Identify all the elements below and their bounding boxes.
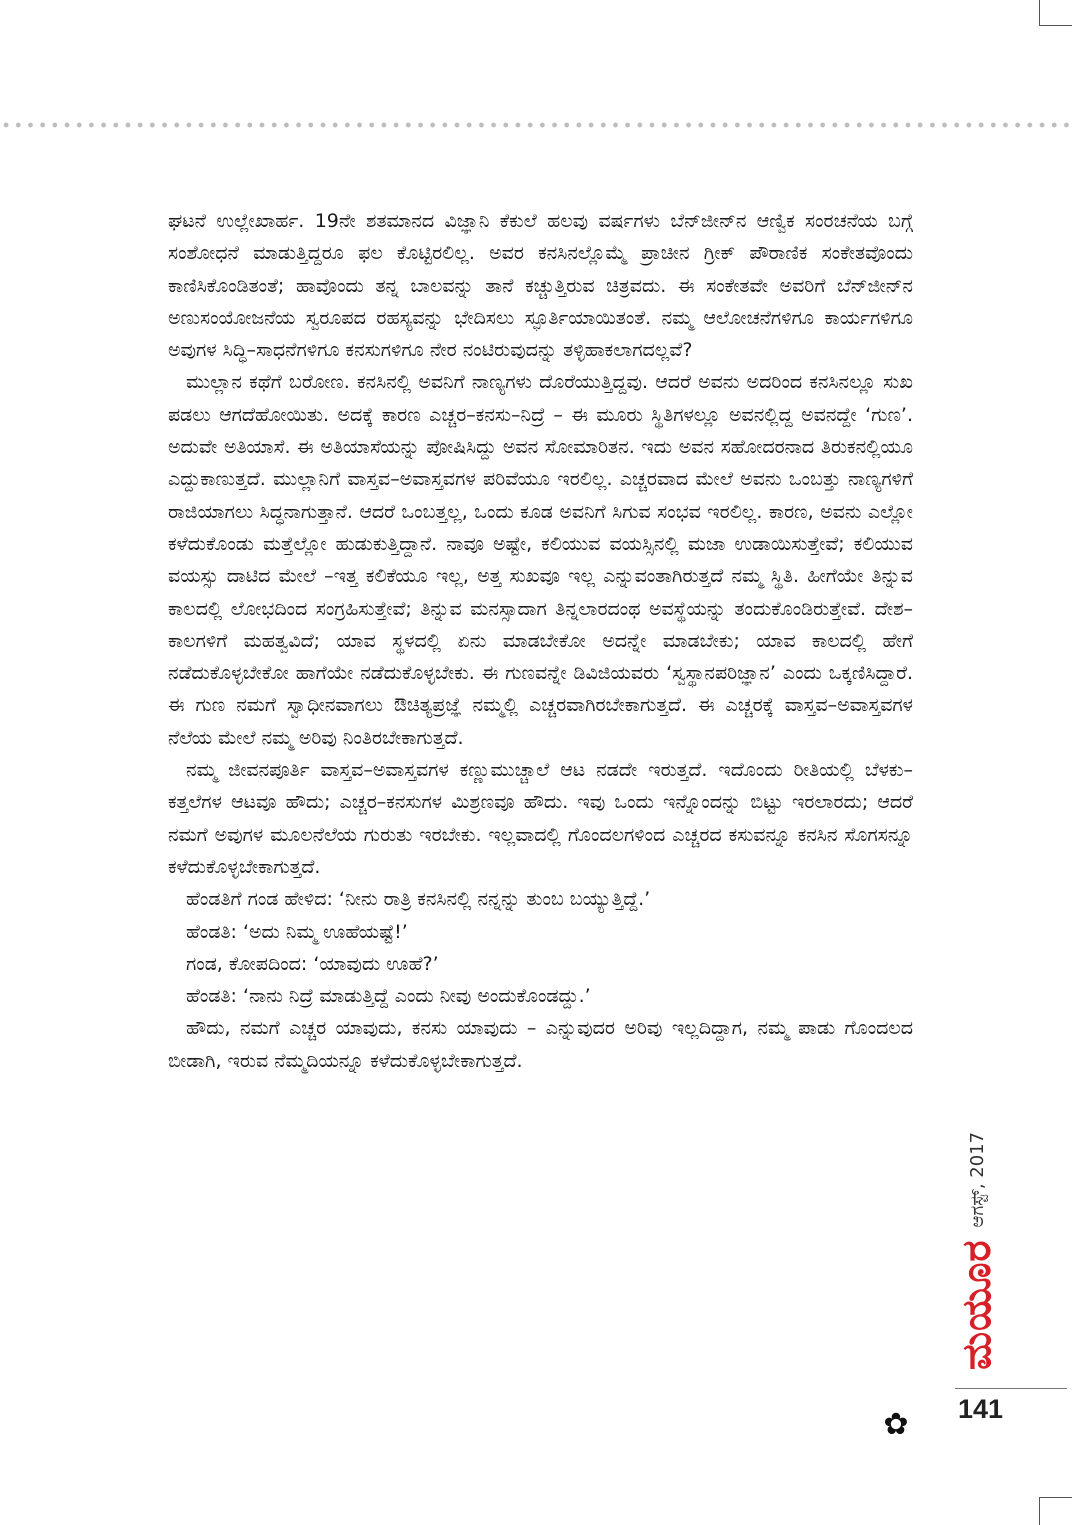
page-number-rule [955, 1388, 1067, 1389]
page-number: 141 [958, 1394, 1004, 1424]
paragraph: ನಮ್ಮ ಜೀವನಪೂರ್ತಿ ವಾಸ್ತವ–ಅವಾಸ್ತವಗಳ ಕಣ್ಣುಮುಚ್ಚಾಲೆ ಆಟ ನಡದೇ ಇರುತ್ತದೆ. ಇದೊಂದು ರೀತಿಯಲ್ಲಿ ಬೆಳಕು–ಕತ್ತಲೆಗಳ ಆಟವೂ ಹೌದು; ಎಚ್ಚರ–ಕನಸುಗಳ ಮಿಶ್ರಣವೂ ಹೌದು. ಇವು ಒಂದು ಇನ್ನೊಂದನ್ನು ಬಿಟ್ಟು ಇರಲಾರದು; ಆದರೆ ನಮಗೆ ಅವುಗಳ ಮೂಲನೆಲೆಯ ಗುರುತು ಇರಬೇಕು. ಇಲ್ಲವಾದಲ್ಲಿ ಗೊಂದಲಗಳಿಂದ ಎಚ್ಚರದ ಕಸುವನ್ನೂ ಕನಸಿನ ಸೊಗಸನ್ನೂ ಕಳೆದುಕೊಳ್ಳಬೇಕಾಗುತ್ತದೆ. [168, 759, 913, 878]
crop-mark-bottom-right [1039, 1497, 1072, 1498]
flower-icon: ✿ [883, 1407, 909, 1442]
issue-date: ಆಗಸ್ಟ್, 2017 [966, 1131, 988, 1228]
paragraph: ಹೌದು, ನಮಗೆ ಎಚ್ಚರ ಯಾವುದು, ಕನಸು ಯಾವುದು – ಎನ್ನುವುದರ ಅರಿವು ಇಲ್ಲದಿದ್ದಾಗ, ನಮ್ಮ ಪಾಡು ಗೊಂದಲದ ಬೀಡಾಗಿ, ಇರುವ ನೆಮ್ಮದಿಯನ್ನೂ ಕಳೆದುಕೊಳ್ಳಬೇಕಾಗುತ್ತದೆ. [168, 1017, 913, 1072]
dotted-divider [0, 121, 1072, 129]
dialogue-line: ಹೆಂಡತಿಗೆ ಗಂಡ ಹೇಳಿದ: ‘ನೀನು ರಾತ್ರಿ ಕನಸಿನಲ್ಲಿ ನನ್ನನ್ನು ತುಂಬ ಬಯ್ಯುತ್ತಿದ್ದೆ.’ [186, 888, 651, 911]
magazine-name: ಮಯೂರ [954, 1239, 1000, 1370]
crop-mark-bottom-right [1039, 1497, 1040, 1525]
paragraph: ಮುಲ್ಲಾನ ಕಥೆಗೆ ಬರೋಣ. ಕನಸಿನಲ್ಲಿ ಅವನಿಗೆ ನಾಣ್ಯಗಳು ದೊರೆಯುತ್ತಿದ್ದವು. ಆದರೆ ಅವನು ಅದರಿಂದ ಕನಸಿನಲ್ಲೂ ಸುಖ ಪಡಲು ಆಗದೆಹೋಯಿತು. ಅದಕ್ಕೆ ಕಾರಣ ಎಚ್ಚರ–ಕನಸು–ನಿದ್ರೆ – ಈ ಮೂರು ಸ್ಥಿತಿಗಳಲ್ಲೂ ಅವನಲ್ಲಿದ್ದ ಅವನದ್ದೇ ‘ಗುಣ’. ಅದುವೇ ಅತಿಯಾಸೆ. ಈ ಅತಿಯಾಸೆಯನ್ನು ಪೋಷಿಸಿದ್ದು ಅವನ ಸೋಮಾರಿತನ. ಇದು ಅವನ ಸಹೋದರನಾದ ತಿರುಕನಲ್ಲಿಯೂ ಎದ್ದುಕಾಣುತ್ತದೆ. ಮುಲ್ಲಾನಿಗೆ ವಾಸ್ತವ–ಅವಾಸ್ತವಗಳ ಪರಿವೆಯೂ ಇರಲಿಲ್ಲ. ಎಚ್ಚರವಾದ ಮೇಲೆ ಅವನು ಒಂಬತ್ತು ನಾಣ್ಯಗಳಿಗೆ ರಾಜಿಯಾಗಲು ಸಿದ್ಧನಾಗುತ್ತಾನೆ. ಆದರೆ ಒಂಬತ್ತಲ್ಲ, ಒಂದು ಕೂಡ ಅವನಿಗೆ ಸಿಗುವ ಸಂಭವ ಇರಲಿಲ್ಲ. ಕಾರಣ, ಅವನು ಎಲ್ಲೋ ಕಳೆದುಕೊಂಡು ಮತ್ತೆಲ್ಲೋ ಹುಡುಕುತ್ತಿದ್ದಾನೆ. ನಾವೂ ಅಷ್ಟೇ, ಕಲಿಯುವ ವಯಸ್ಸಿನಲ್ಲಿ ಮಜಾ ಉಡಾಯಿಸುತ್ತೇವೆ; ಕಲಿಯುವ ವಯಸ್ಸು ದಾಟಿದ ಮೇಲೆ –ಇತ್ತ ಕಲಿಕೆಯೂ ಇಲ್ಲ, ಅತ್ತ ಸುಖವೂ ಇಲ್ಲ ಎನ್ನುವಂತಾಗಿರುತ್ತದೆ ನಮ್ಮ ಸ್ಥಿತಿ. ಹೀಗೆಯೇ ತಿನ್ನುವ ಕಾಲದಲ್ಲಿ ಲೋಭದಿಂದ ಸಂಗ್ರಹಿಸುತ್ತೇವೆ; ತಿನ್ನುವ ಮನಸ್ಸಾದಾಗ ತಿನ್ನಲಾರದಂಥ ಅವಸ್ಥೆಯನ್ನು ತಂದುಕೊಂಡಿರುತ್ತೇವೆ. ದೇಶ–ಕಾಲಗಳಿಗೆ ಮಹತ್ವವಿದೆ; ಯಾವ ಸ್ಥಳದಲ್ಲಿ ಏನು ಮಾಡಬೇಕೋ ಅದನ್ನೇ ಮಾಡಬೇಕು; ಯಾವ ಕಾಲದಲ್ಲಿ ಹೇಗೆ ನಡೆದುಕೊಳ್ಳಬೇಕೋ ಹಾಗೆಯೇ ನಡೆದುಕೊಳ್ಳಬೇಕು. ಈ ಗುಣವನ್ನೇ ಡಿವಿಜಿಯವರು ‘ಸ್ವಸ್ಥಾನಪರಿಜ್ಞಾನ’ ಎಂದು ಒಕ್ಕಣಿಸಿದ್ದಾರೆ. ಈ ಗುಣ ನಮಗೆ ಸ್ವಾಧೀನವಾಗಲು ಔಚಿತ್ಯಪ್ರಜ್ಞೆ ನಮ್ಮಲ್ಲಿ ಎಚ್ಚರವಾಗಿರಬೇಕಾಗುತ್ತದೆ. ಈ ಎಚ್ಚರಕ್ಕೆ ವಾಸ್ತವ–ಅವಾಸ್ತವಗಳ ನೆಲೆಯ ಮೇಲೆ ನಮ್ಮ ಅರಿವು ನಿಂತಿರಬೇಕಾಗುತ್ತದೆ. [168, 371, 913, 749]
crop-mark-top-right [1039, 0, 1040, 26]
dialogue-line: ಹೆಂಡತಿ: ‘ಅದು ನಿಮ್ಮ ಊಹೆಯಷ್ಟೆ!’ [186, 920, 408, 943]
paragraph: ಘಟನೆ ಉಲ್ಲೇಖಾರ್ಹ. 19ನೇ ಶತಮಾನದ ವಿಜ್ಞಾನಿ ಕೆಕುಲೆ ಹಲವು ವರ್ಷಗಳು ಬೆನ್‌ಜೀನ್‌ನ ಆಣ್ವಿಕ ಸಂರಚನೆಯ ಬಗ್ಗೆ ಸಂಶೋಧನೆ ಮಾಡುತ್ತಿದ್ದರೂ ಫಲ ಕೊಟ್ಟಿರಲಿಲ್ಲ. ಅವರ ಕನಸಿನಲ್ಲೊಮ್ಮೆ ಪ್ರಾಚೀನ ಗ್ರೀಕ್ ಪೌರಾಣಿಕ ಸಂಕೇತವೊಂದು ಕಾಣಿಸಿಕೊಂಡಿತಂತೆ; ಹಾವೊಂದು ತನ್ನ ಬಾಲವನ್ನು ತಾನೆ ಕಚ್ಚುತ್ತಿರುವ ಚಿತ್ರವದು. ಈ ಸಂಕೇತವೇ ಅವರಿಗೆ ಬೆನ್‌ಜೀನ್‌ನ ಅಣುಸಂಯೋಜನೆಯ ಸ್ವರೂಪದ ರಹಸ್ಯವನ್ನು ಭೇದಿಸಲು ಸ್ಫೂರ್ತಿಯಾಯಿತಂತೆ. ನಮ್ಮ ಆಲೋಚನೆಗಳಿಗೂ ಕಾರ್ಯಗಳಿಗೂ ಅವುಗಳ ಸಿದ್ಧಿ–ಸಾಧನೆಗಳಿಗೂ ಕನಸುಗಳಿಗೂ ನೇರ ನಂಟಿರುವುದನ್ನು ತಳ್ಳಿಹಾಕಲಾಗದಲ್ಲವೆ? [168, 210, 913, 362]
article-body [168, 205, 913, 1077]
dialogue-line: ಹೆಂಡತಿ: ‘ನಾನು ನಿದ್ರೆ ಮಾಡುತ್ತಿದ್ದೆ ಎಂದು ನೀವು ಅಂದುಕೊಂಡದ್ದು.’ [186, 985, 591, 1008]
dialogue-line: ಗಂಡ, ಕೋಪದಿಂದ: ‘ಯಾವುದು ಊಹೆ?’ [186, 952, 439, 975]
crop-mark-top-right [1039, 25, 1072, 26]
magazine-side-label [954, 1132, 1000, 1370]
